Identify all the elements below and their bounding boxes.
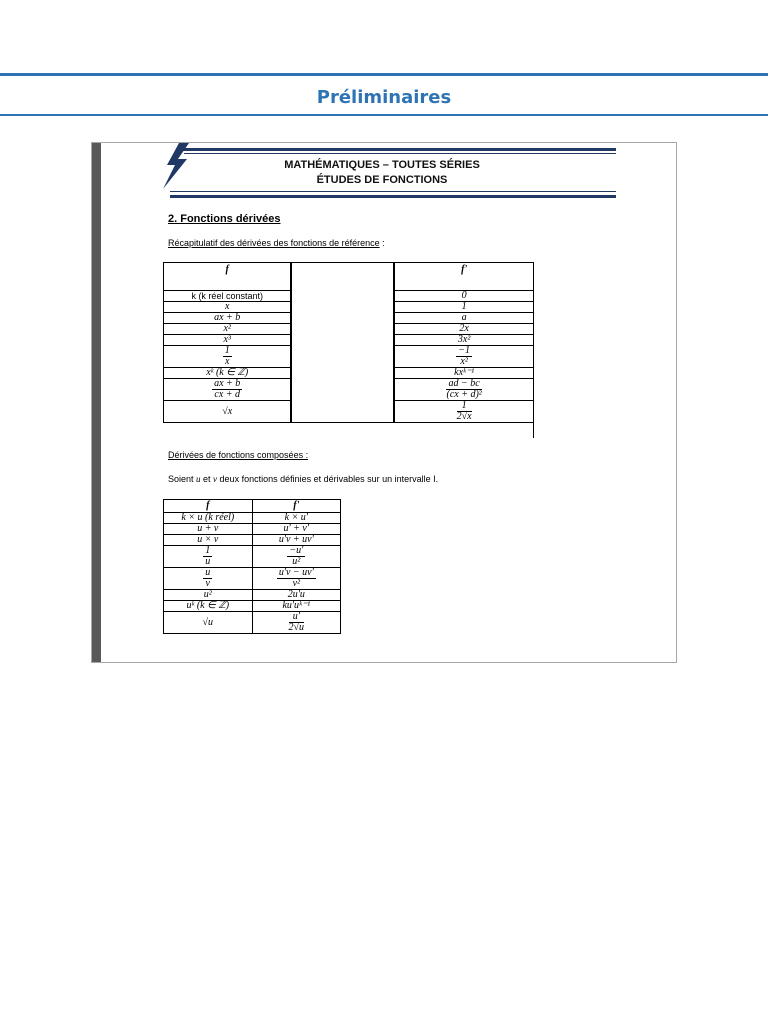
derivative-cell: k × u'	[252, 513, 340, 524]
header-f: f	[164, 263, 292, 291]
function-cell: √x	[164, 401, 292, 423]
derivative-cell	[252, 612, 340, 634]
fraction	[289, 612, 305, 633]
composite-derivatives-table	[163, 499, 341, 634]
denominator: u²	[292, 556, 301, 567]
derivative-cell	[394, 401, 533, 423]
function-cell	[164, 546, 253, 568]
denominator: 2√u	[288, 622, 305, 633]
denominator: (cx + d)²	[446, 389, 482, 400]
denominator: u	[205, 556, 211, 567]
numerator: u	[205, 567, 211, 578]
document-side-bar	[92, 143, 101, 663]
header-f-prime: f'	[252, 500, 340, 513]
function-cell: x³	[164, 335, 292, 346]
derivative-cell: u'v + uv'	[252, 535, 340, 546]
subheading-reference-derivatives	[168, 238, 385, 248]
denominator: v	[205, 578, 210, 589]
fraction	[456, 346, 472, 367]
table-row	[164, 513, 341, 524]
derivative-cell: 0	[394, 291, 533, 302]
denominator: x²	[460, 356, 468, 367]
reference-derivatives-table	[163, 262, 534, 423]
doc-title-line1: MATHÉMATIQUES – TOUTES SÉRIES	[284, 159, 480, 171]
table-row	[164, 524, 341, 535]
table-row	[164, 612, 341, 634]
header-f-prime: f'	[394, 263, 533, 291]
subheading-colon: :	[379, 238, 385, 248]
function-cell	[164, 379, 292, 401]
numerator: u'	[289, 612, 305, 623]
paragraph-text: et	[200, 474, 214, 484]
paragraph-var-v: v	[213, 474, 218, 484]
doc-header-rule	[170, 195, 616, 198]
function-cell: x	[164, 302, 292, 313]
numerator: 1	[224, 345, 230, 356]
fraction	[203, 568, 212, 589]
denominator: v²	[292, 578, 300, 589]
function-cell: u²	[164, 590, 253, 601]
fraction	[212, 379, 242, 400]
denominator: x	[224, 356, 230, 367]
doc-header-rule	[180, 148, 616, 151]
header-f: f	[164, 500, 253, 513]
derivative-cell	[252, 568, 340, 590]
paragraph-text: deux fonctions définies et dérivables sur un intervalle I.	[217, 474, 439, 484]
derivative-cell	[394, 346, 533, 368]
header-rule-bottom	[0, 114, 768, 116]
numerator: ax + b	[214, 378, 241, 389]
fraction	[287, 546, 305, 567]
function-cell: u × v	[164, 535, 253, 546]
denominator: cx + d	[214, 389, 241, 400]
table-row	[164, 568, 341, 590]
numerator: −u'	[289, 545, 304, 556]
derivative-cell: ku'uᵏ⁻¹	[252, 601, 340, 612]
derivative-cell	[252, 546, 340, 568]
function-cell	[164, 346, 292, 368]
document-image	[91, 142, 677, 663]
table-header-row	[164, 500, 341, 513]
derivative-cell: u' + v'	[252, 524, 340, 535]
table-row	[164, 590, 341, 601]
table-header-row	[164, 263, 534, 291]
doc-title	[222, 158, 542, 188]
subheading-text: Récapitulatif des dérivées des fonctions de référence	[168, 238, 380, 248]
numerator: −1	[458, 345, 470, 356]
denominator: 2√x	[456, 411, 472, 422]
function-cell: ax + b	[164, 313, 292, 324]
fraction	[223, 346, 232, 367]
fraction	[457, 401, 472, 422]
derivative-cell: 2u'u	[252, 590, 340, 601]
numerator: 1	[205, 545, 211, 556]
derivative-cell: 2x	[394, 324, 533, 335]
function-cell: u + v	[164, 524, 253, 535]
doc-title-line2: ÉTUDES DE FONCTIONS	[316, 174, 448, 186]
fraction	[277, 568, 316, 589]
function-cell: x²	[164, 324, 292, 335]
function-cell: k (k réel constant)	[164, 291, 292, 302]
derivative-cell: 1	[394, 302, 533, 313]
paragraph-text: Soient	[168, 474, 197, 484]
numerator: 1	[457, 401, 472, 412]
fraction	[203, 546, 212, 567]
paragraph	[168, 474, 438, 484]
table-border	[533, 262, 534, 438]
function-cell: xᵏ (k ∈ ℤ)	[164, 368, 292, 379]
derivative-cell: 3x²	[394, 335, 533, 346]
numerator: ad − bc	[446, 379, 481, 390]
table-row	[164, 601, 341, 612]
fraction	[446, 379, 481, 400]
function-cell: uᵏ (k ∈ ℤ)	[164, 601, 253, 612]
doc-header-rule-thin	[170, 191, 616, 192]
derivative-cell	[394, 379, 533, 401]
function-cell: √u	[164, 612, 253, 634]
subheading-composite-derivatives: Dérivées de fonctions composées :	[168, 450, 309, 460]
page-title: Préliminaires	[316, 87, 452, 108]
blank-column	[291, 263, 394, 423]
derivative-cell: a	[394, 313, 533, 324]
section-heading: 2. Fonctions dérivées	[168, 213, 281, 225]
function-cell: k × u (k réel)	[164, 513, 253, 524]
derivative-cell: kxᵏ⁻¹	[394, 368, 533, 379]
doc-header-rule-thin	[184, 153, 616, 154]
paragraph-var-u: u	[196, 474, 201, 484]
function-cell	[164, 568, 253, 590]
table-row	[164, 535, 341, 546]
table-row	[164, 546, 341, 568]
header-rule-top	[0, 73, 768, 76]
numerator: u'v − uv'	[278, 567, 314, 578]
